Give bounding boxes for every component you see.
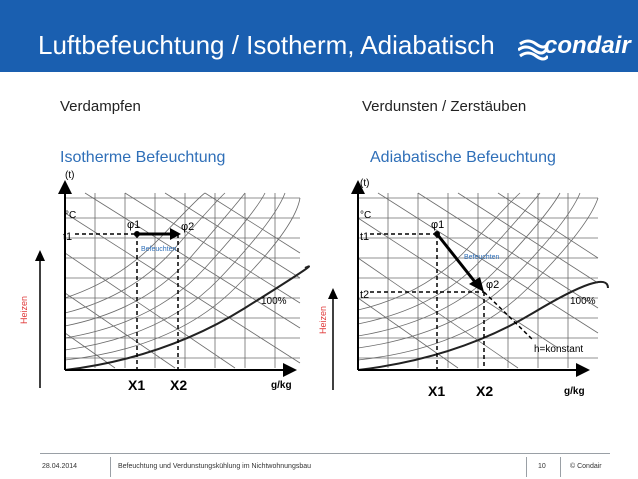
y-tick-t1: t1 <box>360 231 370 243</box>
logo-text: condair <box>544 32 631 59</box>
point1-label: φ1 <box>127 219 141 231</box>
x-unit: g/kg <box>564 386 585 397</box>
mollier-grid <box>65 193 300 368</box>
process-label: Befeuchten <box>141 246 177 253</box>
saturation-label: 100% <box>261 296 287 307</box>
enthalpy-label: h=konstant <box>534 344 584 355</box>
x-tick-x1: X1 <box>428 383 446 399</box>
y-tick-t1: t1 <box>63 231 73 243</box>
slide-title: Luftbefeuchtung / Isotherm, Adiabatisch <box>38 30 495 60</box>
x-tick-x2: X2 <box>476 383 494 399</box>
footer-copyright: © Condair <box>570 463 602 470</box>
x-unit: g/kg <box>271 380 292 391</box>
condair-logo <box>518 32 631 62</box>
heating-arrowhead-icon <box>328 288 338 299</box>
heating-label: Heizen <box>19 295 29 324</box>
y-axis-arrow-icon <box>58 180 72 194</box>
heating-arrowhead-icon <box>35 250 45 261</box>
adiabatic-diagram <box>318 138 618 408</box>
heating-label: Heizen <box>318 305 328 334</box>
x-axis-arrow-icon <box>283 363 297 377</box>
footer-divider <box>110 457 111 477</box>
saturation-label: 100% <box>570 296 596 307</box>
point1-label: φ1 <box>431 219 445 231</box>
diagram-title: Adiabatische Befeuchtung <box>370 149 556 166</box>
y-unit-t: (t) <box>65 170 75 181</box>
left-subtitle: Verdampfen <box>60 98 141 115</box>
y-tick-t2: t2 <box>360 289 370 301</box>
diagram-title: Isotherme Befeuchtung <box>60 149 226 166</box>
point2-label: φ2 <box>181 221 195 233</box>
x-tick-x1: X1 <box>128 377 146 393</box>
y-unit-c: °C <box>65 210 77 221</box>
right-subtitle: Verdunsten / Zerstäuben <box>362 98 527 115</box>
state-point-1 <box>434 231 440 237</box>
footer-divider <box>526 457 527 477</box>
footer-page: 10 <box>538 463 546 470</box>
slide-footer <box>40 453 610 476</box>
state-point-1 <box>134 231 140 237</box>
x-tick-x2: X2 <box>170 377 188 393</box>
isothermal-diagram <box>15 138 315 408</box>
footer-text: Befeuchtung und Verdunstungskühlung im Nichtwohnungsbau <box>118 463 312 470</box>
point2-label: φ2 <box>486 279 500 291</box>
process-label: Befeuchten <box>464 254 500 261</box>
y-unit-t: (t) <box>360 178 370 189</box>
slide-header <box>0 0 638 72</box>
y-unit-c: °C <box>360 210 372 221</box>
footer-date: 28.04.2014 <box>42 463 78 470</box>
footer-divider <box>560 457 561 477</box>
x-axis-arrow-icon <box>576 363 590 377</box>
